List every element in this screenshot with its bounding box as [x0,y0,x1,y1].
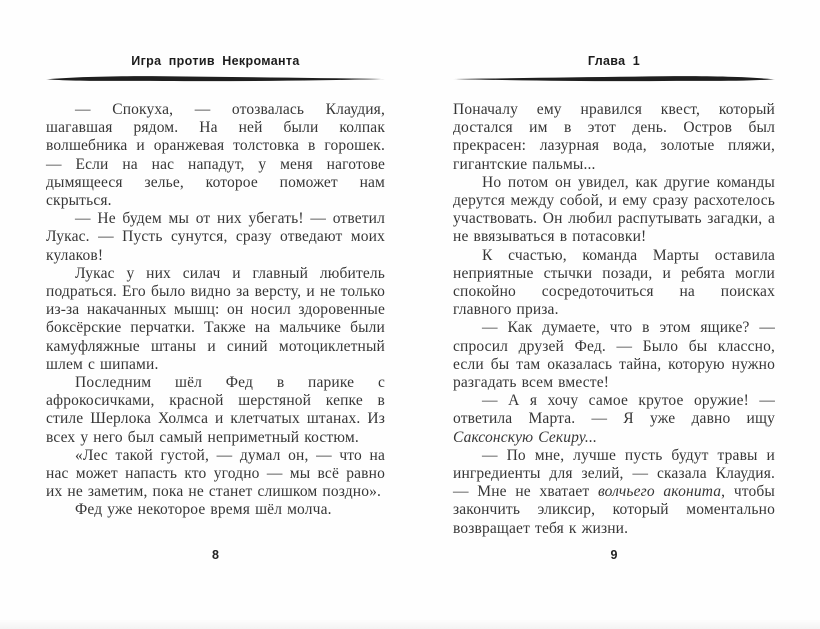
running-head-left [46,55,385,68]
ink-stroke-divider-icon [453,73,775,85]
text-run: — Как думаете, что в этом ящике? — спросил друзей Фед. — Было бы классно, если бы там оказалась тайна, которую нужно разгадать всем вместе! [453,319,775,392]
paragraph [453,247,775,320]
ink-stroke-divider-icon [46,73,385,85]
paragraph [46,210,385,265]
paragraph [453,319,775,392]
paragraph [46,501,385,519]
text-run: — Не будем мы от них убегать! — ответил Лукас. — Пусть сунутся, сразу отведают моих кулаков! [46,210,385,264]
page-text-left [46,101,385,520]
page-number-right: 9 [610,548,618,562]
paragraph [453,392,775,447]
text-run: К счастью, команда Марты оставила неприятные стычки позади, и ребята могли спокойно сосредоточиться на поисках главного приза. [453,246,775,319]
text-run: «Лес такой густой, — думал он, — что на нас может напасть кто угодно — мы всё равно их не заметим, пока не станет слишком поздно». [46,446,385,501]
italic-phrase: волчьего аконита [597,483,722,501]
running-head-right [453,55,775,68]
page-right [453,55,775,538]
book-title-header: Игра против Некроманта [131,54,300,68]
paragraph [46,374,385,447]
paragraph [453,447,775,538]
page-number-left: 8 [212,548,219,562]
text-run: — Спокуха, — отозвалась Клаудия, шагавшая рядом. На ней были колпак волшебника и оранжевая толстовка в горошек. — Если на нас нападут, у меня наготове дымящееся зелье, которое поможет нам скрыться. [46,101,385,210]
paragraph [46,265,385,374]
text-run: Последним шёл Фед в парике с афрокосичками, красной шерстяной кепке в стиле Шерлока Холмса и клетчатых штанах. Из всех у него был самый неприметный костюм. [46,374,385,446]
text-run: — А я хочу самое крутое оружие! — ответила Марта. — Я уже давно ищу [453,392,775,428]
paragraph [453,174,775,247]
text-run: Поначалу ему нравился квест, который достался им в этот день. Остров был прекрасен: лазурная вода, золотые пляжи, гигантские пальмы... [453,101,775,173]
italic-phrase: Саксонскую Секиру... [453,428,597,446]
text-run: Фед уже некоторое время шёл молча. [75,501,332,519]
page-text-right [453,101,775,538]
text-run: — По мне, лучше пусть будут травы и ингредиенты для зелий, — сказала Клаудия. — Мне не хватает [453,446,775,501]
page-left [46,55,385,520]
text-run: , чтобы закончить эликсир, который моментально возвращает тебя к жизни. [453,483,775,537]
paragraph [453,101,775,174]
chapter-header: Глава 1 [587,54,641,68]
paragraph [46,101,385,210]
text-run: Лукас у них силач и главный любитель подраться. Его было видно за версту, и не только из-за накачанных мышц: он носил здоровенные боксёрские перчатки. Также на мальчике были камуфляжные штаны и синий мотоциклетный шлем с шипами. [46,264,385,373]
text-run: Но потом он увидел, как другие команды дерутся между собой, и ему сразу расхотелось участвовать. Он любил распутывать загадки, а не ввязываться в потасовки! [453,173,775,246]
paragraph [46,447,385,502]
